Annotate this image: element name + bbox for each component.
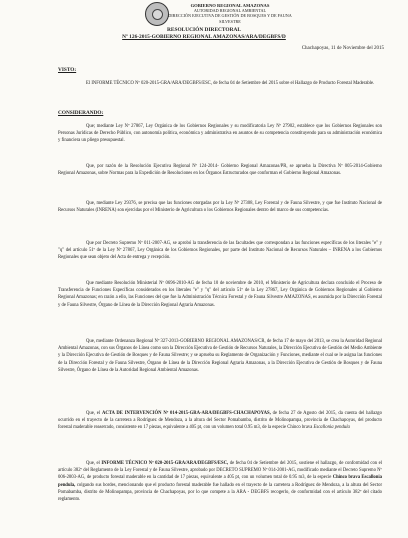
date-line: Chachapoyas, 11 de Noviembre del 2015 — [301, 46, 384, 51]
letterhead-direction: DIRECCIÓN EJECUTIVA DE GESTIÓN DE BOSQUES Y DE FAUNA SILVESTRE — [168, 13, 292, 24]
section-considerando: CONSIDERANDO: — [58, 110, 104, 116]
p8-body: de fecha 04 de Setiembre del 2015, sostiene el hallazgo, de conformidad con el artículo 382º del Reglamento de la Ley Forestal y de Fauna Silvestre, aprobado por DECRETO SUPREMO Nº 014-2001-AG, modificado mediante el Decreto Supremo Nº 006-2003-AG, de producto forestal maderable en la cantidad de 17 piezas, equivalente a 405 pt, con un volumen total de 0.95 m3, de la especie — [58, 461, 383, 481]
paragraph-considerando-3: Que, mediante Ley 29376, se precisa que las funciones otorgadas por la Ley Nº 27308, Ley Forestal y de Fauna Silvestre, y que fue Instituto Nacional de Recursos Naturales (INRENA) son ejercidas por el Ministerio de Agricultura o los Gobiernos Regionales dentro del marco de sus competencias. — [58, 201, 382, 214]
section-visto: VISTO: — [58, 67, 77, 73]
p7-body: de fecha 27 de Agosto del 2015, da cuenta del hallazgo ocurrido en el trayecto de la carretera a Rodríguez de Mendoza, a la altura del Sector Pomabamba, distrito de Molinopampa, provincia de Chachapoyas, del producto forestal maderable reaserrado, consistente en 17 piezas, equivalente a 405 pt, con un volumen total 0.95 m3, de la especie Chinco brava — [58, 411, 382, 431]
paragraph-considerando-7 — [58, 410, 382, 432]
paragraph-considerando-1: Que; mediante Ley Nº 27867, Ley Orgánica de los Gobiernos Regionales y su modificatoria Ley Nº 27902, establece que los Gobiernos Regionales son Personas Jurídicas de Derecho Público, con autonomía política, económica y administrativa en asuntos de su competencia constituyendo para su administración económica y financiera un pliego presupuestal. — [58, 124, 382, 144]
resolution-title — [0, 27, 408, 41]
paragraph-visto: El INFORME TÉCNICO Nº 020-2015-GRA/ARA/DEGBFS/ESC, de fecha 04 de Setiembre del 2015 sobre el Hallazgo de Producto Forestal Maderable. — [86, 81, 375, 86]
paragraph-considerando-8 — [58, 460, 382, 503]
resolution-number: Nº 126-2015-GOBIERNO REGIONAL AMAZONAS/ARA/DEGBFS/D — [122, 34, 286, 40]
p8-species: Chinco brava Escallonia pendula, — [58, 475, 383, 488]
p8-tail: colgando sus bordes, mencionando que el producto forestal maderable fue hallado en el trayecto de la carretera a Rodríguez de Mendoza, a la altura del Sector Pomabamba, distrito de Molinopampa, provincia de Chachapoyas, por lo que compete a la ARA - DEGBFS recogerlo, de conformidad con el artículo 382º del citado reglamento. — [58, 482, 383, 503]
paragraph-considerando-5: Que mediante Resolución Ministerial Nº 0696-2010-AG de fecha 10 de noviembre de 2010, el Ministerio de Agricultura declara concluido el Proceso de Transferencia de Funciones Específicas considerados en los literales "e" y "q" del artículo 51º de la Ley 27867, Ley Orgánica de Gobiernos Regionales al Gobierno Regional Amazonas; en razón a ello, las Funciones del que fue la Administración Técnica Forestal y de Fauna Silvestre AMAZONAS, es asumida por la Dirección Forestal y de Fauna Silvestre, Órgano de Línea de la Dirección Regional Agraria Amazonas. — [58, 281, 382, 308]
acta-intervencion-reference: ACTA DE INTERVENCIÓN Nº 014-2015-GRA-ARA/DEGBFS-CHACHAPOYAS, — [101, 411, 271, 416]
letterhead-authority: AUTORIDAD REGIONAL AMBIENTAL — [193, 8, 267, 14]
p7-species: Escallonia pendula — [313, 425, 350, 431]
paragraph-considerando-6: Que, mediante Ordenanza Regional Nº 327-2013-GOBIERNO REGIONAL AMAZONAS/CR, de fecha 17 de mayo del 2013, se crea la Autoridad Regional Ambiental Amazonas, con sus Órganos de Línea como son la Dirección Ejecutiva de Gestión de Recursos Naturales, la Dirección Ejecutiva de Gestión del Medio Ambiente y la Dirección Ejecutiva de Gestión de Bosques y de Fauna Silvestre; y se aprueba su Reglamento de Organización y Funciones, mediante el cual se le asigna las funciones de la Dirección Forestal y de Fauna Silvestre, Órgano de Línea de la Dirección Regional Agraria Amazonas, a la Dirección Ejecutiva de Gestión de Bosques y de Fauna Silvestre, Órgano de Línea de la Autoridad Regional Ambiental Amazonas. — [58, 339, 382, 373]
p7-lead: Que, el — [86, 411, 101, 416]
informe-tecnico-reference: INFORME TÉCNICO Nº 020-2015-GRA/ARA/DEGBFS/ESC, — [101, 461, 229, 466]
resolution-heading: RESOLUCIÓN DIRECTORAL — [166, 27, 242, 33]
p8-lead: Que, el — [86, 461, 100, 466]
paragraph-considerando-4: Que por Decreto Supremo Nº 011-2007-AG, se aprobó la transferencia de las facultades que correspondan a las funciones específicas de los literales "e" y "q" del artículo 51º de la Ley Nº 27867, Ley Orgánica de los Gobiernos Regionales, por parte del Instituto Nacional de Recursos Naturales – INRENA a los Gobiernos Regionales que sean objeto del Acta de entrega y recepción. — [58, 241, 382, 261]
paragraph-considerando-2: Que, por razón de la Resolución Ejecutiva Regional Nº 124-2014- Gobierno Regional Amazonas/PR, se aprueba la Directiva Nº 005-2014-Gobierno Regional Amazonas, sobre Normas para la Expedición de Resoluciones en los Órganos Estructurados que conforman el Gobierno Regional Amazonas. — [58, 164, 382, 177]
letterhead — [160, 3, 300, 24]
letterhead-government: GOBIERNO REGIONAL AMAZONAS — [190, 3, 270, 8]
